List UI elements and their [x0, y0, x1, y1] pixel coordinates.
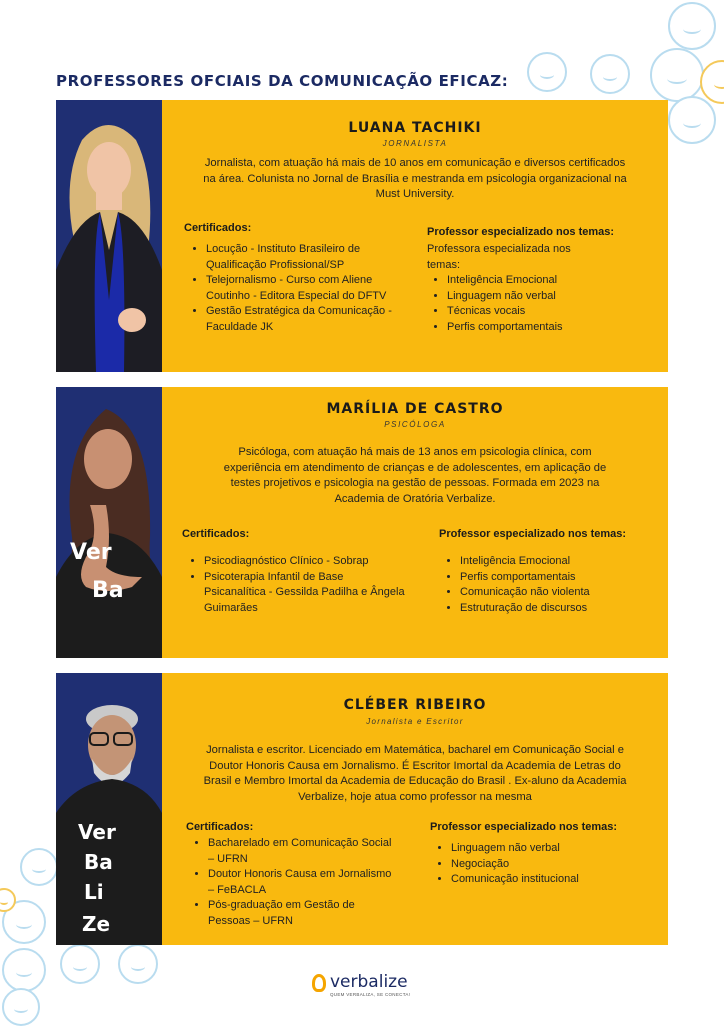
lightbulb-icon: [312, 974, 326, 992]
list-item: • Linguagem não verbal: [451, 841, 651, 857]
professor-card-cleber: [56, 673, 668, 945]
professor-photo: [56, 100, 162, 372]
list-item: • Locução - Instituto Brasileiro de Qualificação Profissional/SP: [206, 242, 404, 273]
topics-list: [442, 554, 660, 616]
bubble-icon: [60, 944, 100, 984]
professor-bio: Psicóloga, com atuação há mais de 13 anos em psicologia clínica, com experiência em atendimento de crianças e de adolescentes, em aplicação de testes projetivos e psicologia na gestão de pessoas. Formada em 2023 na Academia de Oratória Verbalize.: [223, 446, 607, 505]
professor-content: [162, 673, 668, 945]
list-item: • Negociação: [451, 857, 651, 873]
topics-list: [429, 273, 647, 335]
certificates-title: Certificados:: [182, 528, 250, 540]
shirt-text: Ze: [82, 912, 111, 936]
bubble-icon: [2, 948, 46, 992]
topics-title: Professor especializado nos temas:: [439, 528, 627, 540]
topics-title: Professor especializado nos temas:: [427, 226, 615, 238]
shirt-text: Ver: [70, 540, 112, 565]
list-item: • Comunicação institucional: [451, 872, 651, 888]
bubble-icon: [20, 848, 58, 886]
professor-photo: [56, 673, 162, 945]
topics-list: [433, 841, 651, 888]
list-item: • Gestão Estratégica da Comunicação - Faculdade JK: [206, 304, 404, 335]
bubble-icon: [650, 48, 704, 102]
list-item: • Inteligência Emocional: [460, 554, 660, 570]
shirt-text: Ba: [84, 850, 113, 874]
topics-title: Professor especializado nos temas:: [430, 821, 618, 833]
bubble-icon: [668, 96, 716, 144]
page-title: PROFESSORES OFCIAIS DA COMUNICAÇÃO EFICAZ:: [56, 72, 509, 90]
professor-bio: Jornalista, com atuação há mais de 10 anos em comunicação e diversos certificados na área. Colunista no Jornal de Brasília e mestranda em psicologia organizacional na Must University.: [203, 157, 627, 200]
bubble-icon: [590, 54, 630, 94]
bubble-icon: [700, 60, 724, 104]
professor-name: CLÉBER RIBEIRO: [343, 697, 487, 713]
certificates-list: [186, 554, 406, 616]
logo-text: verbalize: [330, 972, 408, 992]
list-item: • Telejornalismo - Curso com Aliene Coutinho - Editora Especial do DFTV: [206, 273, 404, 304]
professor-name: LUANA TACHIKI: [348, 120, 482, 136]
portrait-illustration: [56, 673, 162, 945]
bubble-icon: [527, 52, 567, 92]
shirt-text: Ba: [92, 578, 124, 603]
professor-photo: [56, 387, 162, 658]
list-item: • Linguagem não verbal: [447, 289, 647, 305]
professor-card-luana: [56, 100, 668, 372]
logo-tagline: QUEM VERBALIZA, SE CONECTA!: [330, 992, 411, 997]
list-item: • Perfis comportamentais: [447, 320, 647, 336]
certificates-title: Certificados:: [186, 821, 254, 833]
professor-role: Jornalista e Escritor: [366, 717, 464, 726]
shirt-text: Li: [84, 880, 104, 904]
bubble-icon: [118, 944, 158, 984]
professor-card-marilia: [56, 387, 668, 658]
certificates-title: Certificados:: [184, 222, 252, 234]
professor-content: [162, 100, 668, 372]
list-item: • Inteligência Emocional: [447, 273, 647, 289]
list-item: • Comunicação não violenta: [460, 585, 660, 601]
list-item: • Técnicas vocais: [447, 304, 647, 320]
professor-bio: Jornalista e escritor. Licenciado em Matemática, bacharel em Comunicação Social e Doutor Honoris Causa em Jornalismo. É Escritor Imortal da Academia de Letras do Brasil e Membro Imortal da Academia de Educação do Brasil . Ex-aluno da Academia Verbalize, hoje atua como professor na mesma: [203, 744, 627, 803]
bubble-icon: [668, 2, 716, 50]
topics-lead: Professora especializada nos temas:: [427, 243, 571, 271]
certificates-list: [190, 836, 398, 929]
list-item: • Psicodiagnóstico Clínico - Sobrap: [204, 554, 406, 570]
professor-name: MARÍLIA DE CASTRO: [326, 401, 504, 417]
list-item: • Bacharelado em Comunicação Social – UFRN: [208, 836, 398, 867]
list-item: • Psicoterapia Infantil de Base Psicanalítica - Gessilda Padilha e Ângela Guimarães: [204, 570, 406, 617]
portrait-illustration: [56, 387, 162, 658]
professor-content: [162, 387, 668, 658]
certificates-list: [188, 242, 404, 335]
bubble-icon: [2, 988, 40, 1026]
list-item: • Pós-graduação em Gestão de Pessoas – UFRN: [208, 898, 398, 929]
list-item: • Estruturação de discursos: [460, 601, 660, 617]
shirt-text: Ver: [78, 820, 116, 844]
list-item: • Perfis comportamentais: [460, 570, 660, 586]
portrait-illustration: [56, 100, 162, 372]
professor-role: PSICÓLOGA: [384, 420, 446, 429]
professor-role: JORNALISTA: [382, 139, 448, 148]
verbalize-logo: [312, 974, 422, 1000]
list-item: • Doutor Honoris Causa em Jornalismo – FeBACLA: [208, 867, 398, 898]
